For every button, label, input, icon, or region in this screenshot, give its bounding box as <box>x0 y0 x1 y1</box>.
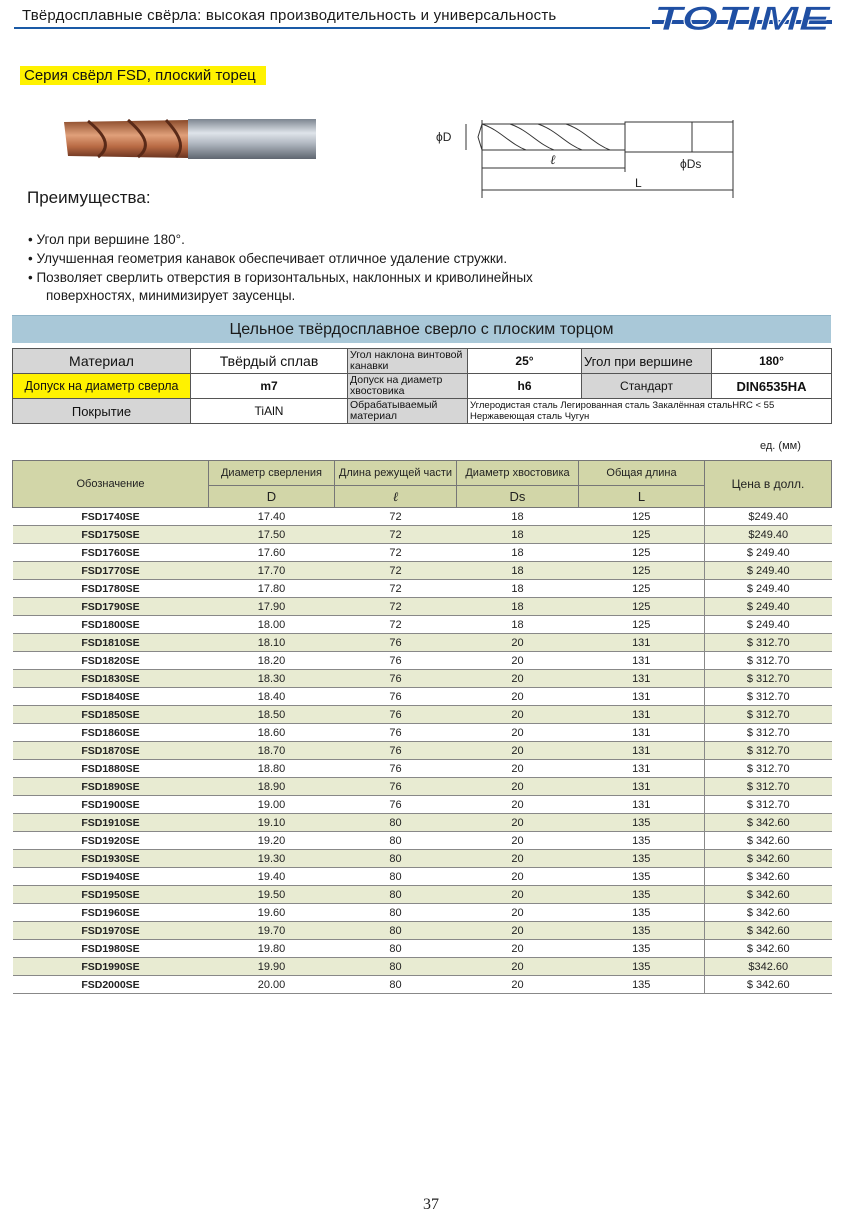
workpiece-label: Обрабатываемый материал <box>348 399 468 424</box>
cell-code: FSD1810SE <box>13 634 209 652</box>
cell-price: $ 342.60 <box>705 850 832 868</box>
cell-price: $ 312.70 <box>705 724 832 742</box>
cell-diameter: 19.50 <box>209 886 335 904</box>
table-row <box>13 922 832 940</box>
cell-shank-diameter: 20 <box>457 634 579 652</box>
cell-price: $ 342.60 <box>705 886 832 904</box>
cell-price: $ 312.70 <box>705 778 832 796</box>
cell-code: FSD1970SE <box>13 922 209 940</box>
cell-diameter: 17.50 <box>209 526 335 544</box>
table-row <box>13 904 832 922</box>
cell-diameter: 18.50 <box>209 706 335 724</box>
col-symbol-ds: Ds <box>457 486 579 508</box>
table-row <box>13 508 832 526</box>
cell-code: FSD1950SE <box>13 886 209 904</box>
cell-flute-length: 72 <box>335 544 457 562</box>
page-number: 37 <box>423 1196 439 1213</box>
table-row <box>13 958 832 976</box>
table-row <box>13 652 832 670</box>
cell-code: FSD1940SE <box>13 868 209 886</box>
cell-diameter: 19.00 <box>209 796 335 814</box>
cell-code: FSD1890SE <box>13 778 209 796</box>
cell-shank-diameter: 20 <box>457 778 579 796</box>
cell-diameter: 19.70 <box>209 922 335 940</box>
cell-overall-length: 135 <box>579 850 705 868</box>
helix-label: Угол наклона винтовой канавки <box>348 349 468 374</box>
cell-overall-length: 131 <box>579 760 705 778</box>
advantages-title: Преимущества: <box>27 188 151 207</box>
cell-overall-length: 135 <box>579 904 705 922</box>
header-rule <box>14 27 650 29</box>
diameter-tolerance-label: Допуск на диаметр сверла <box>13 374 191 399</box>
cell-overall-length: 131 <box>579 742 705 760</box>
cell-diameter: 19.40 <box>209 868 335 886</box>
dim-L-label: L <box>635 176 642 190</box>
material-label: Материал <box>13 349 191 374</box>
cell-overall-length: 125 <box>579 580 705 598</box>
product-banner: Цельное твёрдосплавное сверло с плоским торцом <box>12 315 831 343</box>
cell-shank-diameter: 20 <box>457 940 579 958</box>
col-header-price: Цена в долл. <box>705 461 832 508</box>
table-row <box>13 796 832 814</box>
cell-code: FSD1850SE <box>13 706 209 724</box>
cell-flute-length: 76 <box>335 796 457 814</box>
cell-price: $ 342.60 <box>705 868 832 886</box>
cell-price: $ 312.70 <box>705 796 832 814</box>
cell-flute-length: 72 <box>335 526 457 544</box>
cell-overall-length: 125 <box>579 544 705 562</box>
table-row <box>13 724 832 742</box>
cell-code: FSD1760SE <box>13 544 209 562</box>
cell-shank-diameter: 18 <box>457 616 579 634</box>
col-header-diameter: Диаметр сверления <box>209 461 335 486</box>
cell-flute-length: 80 <box>335 814 457 832</box>
cell-flute-length: 72 <box>335 508 457 526</box>
cell-shank-diameter: 18 <box>457 544 579 562</box>
table-row <box>13 544 832 562</box>
material-value: Твёрдый сплав <box>191 349 348 374</box>
cell-flute-length: 72 <box>335 562 457 580</box>
cell-code: FSD1980SE <box>13 940 209 958</box>
cell-price: $ 312.70 <box>705 760 832 778</box>
series-title: Серия свёрл FSD, плоский торец <box>20 66 266 85</box>
cell-diameter: 19.30 <box>209 850 335 868</box>
cell-price: $ 342.60 <box>705 940 832 958</box>
cell-flute-length: 80 <box>335 940 457 958</box>
cell-shank-diameter: 20 <box>457 706 579 724</box>
cell-flute-length: 72 <box>335 598 457 616</box>
advantage-item: • Улучшенная геометрия канавок обеспечивает отличное удаление стружки. <box>28 251 508 266</box>
cell-flute-length: 80 <box>335 850 457 868</box>
cell-diameter: 19.90 <box>209 958 335 976</box>
cell-overall-length: 125 <box>579 616 705 634</box>
col-header-shank-diameter: Диаметр хвостовика <box>457 461 579 486</box>
workpiece-materials-line: Нержавеющая сталь Чугун <box>470 411 590 422</box>
cell-flute-length: 80 <box>335 958 457 976</box>
shank-tolerance-label: Допуск на диаметр хвостовика <box>348 374 468 399</box>
spec-table <box>12 348 832 424</box>
cell-overall-length: 135 <box>579 868 705 886</box>
cell-overall-length: 135 <box>579 976 705 994</box>
cell-overall-length: 135 <box>579 922 705 940</box>
cell-flute-length: 76 <box>335 760 457 778</box>
cell-flute-length: 76 <box>335 706 457 724</box>
advantage-item: • Угол при вершине 180°. <box>28 232 185 247</box>
cell-shank-diameter: 18 <box>457 598 579 616</box>
cell-overall-length: 135 <box>579 832 705 850</box>
brand-logo <box>652 0 832 34</box>
cell-diameter: 19.10 <box>209 814 335 832</box>
cell-code: FSD1740SE <box>13 508 209 526</box>
cell-shank-diameter: 20 <box>457 976 579 994</box>
table-row <box>13 814 832 832</box>
cell-shank-diameter: 20 <box>457 742 579 760</box>
table-row <box>13 562 832 580</box>
col-symbol-d: D <box>209 486 335 508</box>
cell-price: $ 249.40 <box>705 562 832 580</box>
table-row <box>13 706 832 724</box>
cell-flute-length: 76 <box>335 778 457 796</box>
cell-diameter: 18.00 <box>209 616 335 634</box>
table-row <box>13 688 832 706</box>
cell-price: $ 312.70 <box>705 634 832 652</box>
cell-shank-diameter: 20 <box>457 814 579 832</box>
shank-tolerance-value: h6 <box>468 374 582 399</box>
cell-diameter: 17.40 <box>209 508 335 526</box>
cell-overall-length: 131 <box>579 778 705 796</box>
cell-shank-diameter: 20 <box>457 832 579 850</box>
table-row <box>13 778 832 796</box>
cell-overall-length: 131 <box>579 796 705 814</box>
cell-shank-diameter: 20 <box>457 922 579 940</box>
cell-code: FSD1920SE <box>13 832 209 850</box>
cell-diameter: 18.40 <box>209 688 335 706</box>
cell-overall-length: 131 <box>579 634 705 652</box>
cell-flute-length: 72 <box>335 616 457 634</box>
cell-diameter: 19.20 <box>209 832 335 850</box>
cell-code: FSD1930SE <box>13 850 209 868</box>
cell-shank-diameter: 20 <box>457 868 579 886</box>
cell-overall-length: 125 <box>579 562 705 580</box>
cell-overall-length: 135 <box>579 886 705 904</box>
cell-flute-length: 80 <box>335 832 457 850</box>
table-row <box>13 670 832 688</box>
workpiece-materials <box>468 399 832 424</box>
cell-flute-length: 76 <box>335 652 457 670</box>
table-row <box>13 832 832 850</box>
cell-diameter: 20.00 <box>209 976 335 994</box>
cell-overall-length: 135 <box>579 814 705 832</box>
cell-diameter: 19.80 <box>209 940 335 958</box>
cell-code: FSD1840SE <box>13 688 209 706</box>
cell-shank-diameter: 20 <box>457 652 579 670</box>
col-symbol-l: ℓ <box>335 486 457 508</box>
cell-overall-length: 125 <box>579 508 705 526</box>
col-header-flute-length: Длина режущей части <box>335 461 457 486</box>
cell-diameter: 18.70 <box>209 742 335 760</box>
cell-code: FSD1830SE <box>13 670 209 688</box>
dim-d-label: ϕD <box>436 130 452 144</box>
cell-shank-diameter: 20 <box>457 850 579 868</box>
cell-flute-length: 80 <box>335 904 457 922</box>
cell-diameter: 17.90 <box>209 598 335 616</box>
cell-code: FSD1770SE <box>13 562 209 580</box>
cell-overall-length: 135 <box>579 958 705 976</box>
cell-shank-diameter: 20 <box>457 670 579 688</box>
cell-price: $ 342.60 <box>705 814 832 832</box>
point-angle-value: 180° <box>712 349 832 374</box>
cell-diameter: 19.60 <box>209 904 335 922</box>
cell-diameter: 18.10 <box>209 634 335 652</box>
table-row <box>13 850 832 868</box>
table-row <box>13 868 832 886</box>
cell-flute-length: 76 <box>335 634 457 652</box>
cell-shank-diameter: 18 <box>457 508 579 526</box>
cell-price: $ 249.40 <box>705 580 832 598</box>
cell-flute-length: 80 <box>335 922 457 940</box>
col-header-code: Обозначение <box>13 461 209 508</box>
cell-price: $ 312.70 <box>705 706 832 724</box>
cell-shank-diameter: 20 <box>457 724 579 742</box>
cell-code: FSD1860SE <box>13 724 209 742</box>
workpiece-materials-line: Углеродистая сталь Легированная сталь Закалённая стальHRC < 55 <box>470 400 775 411</box>
unit-note: ед. (мм) <box>760 440 801 452</box>
table-row <box>13 580 832 598</box>
cell-code: FSD2000SE <box>13 976 209 994</box>
cell-code: FSD1790SE <box>13 598 209 616</box>
drill-dimension-diagram <box>430 110 750 205</box>
table-row <box>13 742 832 760</box>
cell-shank-diameter: 18 <box>457 580 579 598</box>
cell-diameter: 18.20 <box>209 652 335 670</box>
standard-label: Стандарт <box>582 374 712 399</box>
cell-code: FSD1870SE <box>13 742 209 760</box>
cell-diameter: 18.60 <box>209 724 335 742</box>
table-row <box>13 976 832 994</box>
cell-diameter: 18.30 <box>209 670 335 688</box>
cell-code: FSD1900SE <box>13 796 209 814</box>
cell-flute-length: 76 <box>335 688 457 706</box>
cell-diameter: 17.60 <box>209 544 335 562</box>
cell-overall-length: 131 <box>579 652 705 670</box>
cell-flute-length: 80 <box>335 868 457 886</box>
coating-value: TiAlN <box>191 399 348 424</box>
cell-flute-length: 80 <box>335 886 457 904</box>
cell-overall-length: 125 <box>579 526 705 544</box>
cell-code: FSD1820SE <box>13 652 209 670</box>
cell-shank-diameter: 20 <box>457 886 579 904</box>
cell-price: $ 342.60 <box>705 922 832 940</box>
cell-shank-diameter: 20 <box>457 958 579 976</box>
cell-price: $ 342.60 <box>705 976 832 994</box>
cell-diameter: 18.90 <box>209 778 335 796</box>
cell-price: $ 312.70 <box>705 670 832 688</box>
standard-value: DIN6535HA <box>712 374 832 399</box>
point-angle-label: Угол при вершине <box>582 349 712 374</box>
cell-overall-length: 135 <box>579 940 705 958</box>
cell-diameter: 17.80 <box>209 580 335 598</box>
table-row <box>13 634 832 652</box>
cell-price: $ 312.70 <box>705 652 832 670</box>
cell-price: $249.40 <box>705 508 832 526</box>
table-row <box>13 886 832 904</box>
advantage-item: • Позволяет сверлить отверстия в горизонтальных, наклонных и криволинейных <box>28 270 533 285</box>
advantage-item: поверхностях, минимизирует заусенцы. <box>46 288 296 303</box>
col-header-overall-length: Общая длина <box>579 461 705 486</box>
cell-flute-length: 80 <box>335 976 457 994</box>
cell-flute-length: 76 <box>335 724 457 742</box>
cell-overall-length: 131 <box>579 670 705 688</box>
cell-code: FSD1910SE <box>13 814 209 832</box>
cell-price: $ 342.60 <box>705 832 832 850</box>
cell-overall-length: 131 <box>579 688 705 706</box>
page-header-title: Твёрдосплавные свёрла: высокая производительность и универсальность <box>22 7 557 24</box>
cell-price: $342.60 <box>705 958 832 976</box>
cell-overall-length: 131 <box>579 706 705 724</box>
cell-price: $ 342.60 <box>705 904 832 922</box>
dim-ds-label: ϕDs <box>680 157 702 171</box>
brand-logo-text: TOTIME <box>654 0 832 34</box>
cell-flute-length: 76 <box>335 670 457 688</box>
product-table <box>12 460 832 994</box>
cell-shank-diameter: 20 <box>457 688 579 706</box>
cell-price: $ 312.70 <box>705 742 832 760</box>
cell-price: $ 249.40 <box>705 598 832 616</box>
cell-code: FSD1990SE <box>13 958 209 976</box>
cell-code: FSD1960SE <box>13 904 209 922</box>
cell-shank-diameter: 20 <box>457 796 579 814</box>
table-row <box>13 760 832 778</box>
cell-price: $ 312.70 <box>705 688 832 706</box>
dim-l-label: ℓ <box>550 152 556 167</box>
cell-price: $ 249.40 <box>705 544 832 562</box>
cell-code: FSD1880SE <box>13 760 209 778</box>
table-row <box>13 616 832 634</box>
cell-code: FSD1780SE <box>13 580 209 598</box>
cell-overall-length: 125 <box>579 598 705 616</box>
cell-price: $249.40 <box>705 526 832 544</box>
cell-shank-diameter: 20 <box>457 760 579 778</box>
cell-flute-length: 76 <box>335 742 457 760</box>
table-row <box>13 940 832 958</box>
cell-price: $ 249.40 <box>705 616 832 634</box>
drill-photo <box>58 108 320 172</box>
cell-code: FSD1750SE <box>13 526 209 544</box>
cell-diameter: 17.70 <box>209 562 335 580</box>
cell-flute-length: 72 <box>335 580 457 598</box>
cell-shank-diameter: 18 <box>457 526 579 544</box>
cell-overall-length: 131 <box>579 724 705 742</box>
cell-shank-diameter: 20 <box>457 904 579 922</box>
cell-shank-diameter: 18 <box>457 562 579 580</box>
table-row <box>13 598 832 616</box>
table-row <box>13 526 832 544</box>
diameter-tolerance-value: m7 <box>191 374 348 399</box>
col-symbol-L: L <box>579 486 705 508</box>
coating-label: Покрытие <box>13 399 191 424</box>
cell-code: FSD1800SE <box>13 616 209 634</box>
cell-diameter: 18.80 <box>209 760 335 778</box>
helix-value: 25° <box>468 349 582 374</box>
